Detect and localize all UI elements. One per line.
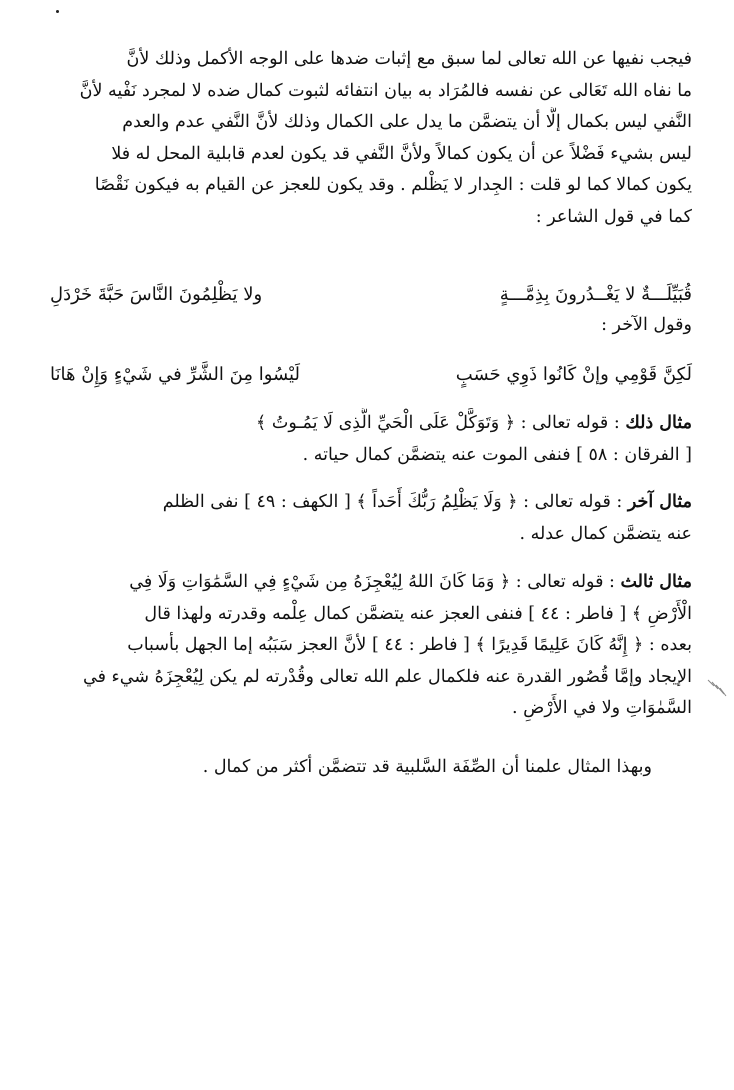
- text-line: النَّفي ليس بكمال إلَّا أن يتضمَّن ما يدل على الكمال وذلك لأنَّ النَّفي عدم والعدم: [122, 112, 692, 132]
- verse-hemistich-left: لَيْسُوا مِنَ الشَّرِّ في شَيْءٍ وَإِنْ هَانَا: [50, 364, 300, 385]
- example-label: مثال ثالث: [620, 572, 692, 592]
- example-text: : قوله تعالى : ﴿ وَلَا يَظْلِمُ رَبُّكَ أَحَداً ﴾ [ الكهف : ٤٩ ] نفى الظلم: [162, 492, 628, 512]
- margin-scratch-mark: [706, 678, 728, 698]
- paragraph-intro: [50, 44, 692, 233]
- text-line: الإيجاد وإمَّا قُصُور القدرة عنه فلكمال علم الله تعالى وقُدْرته لم يكن لِيُعْجِزَهُ شيء في: [83, 666, 692, 687]
- example-text: : قوله تعالى : ﴿ وَتَوَكَّلْ عَلَى الْحَيِّ الَّذِى لَا يَمُـوتُ ﴾: [256, 413, 626, 433]
- example-2: [50, 487, 692, 550]
- text-line: وبهذا المثال علمنا أن الصِّفَة السَّلبية قد تتضمَّن أكثر من كمال .: [202, 757, 652, 777]
- text-line: بعده : ﴿ إِنَّهُ كَانَ عَلِيمًا قَدِيرًا ﴾ [ فاطر : ٤٤ ] لأنَّ العجز سَبَبُه إما الجهل بأسباب: [127, 635, 692, 655]
- verse-hemistich-right: قُبَيِّلَـــةٌ لا يَغْــدُرونَ بِذِمَّـــةٍ: [499, 284, 692, 305]
- text-line: عنه يتضمَّن كمال عدله .: [519, 523, 692, 544]
- text-line: وقول الآخر :: [601, 315, 692, 335]
- example-1: [50, 408, 692, 471]
- text-line: [ الفرقان : ٥٨ ] فنفى الموت عنه يتضمَّن كمال حياته .: [302, 444, 692, 465]
- text-line: ما نفاه الله تَعَالى عن نفسه فالمُرَاد به بيان انتفائه لثبوت كمال ضده لا لمجرد نَفْيه لأنَّ: [79, 80, 692, 101]
- text-line: ليس بشيء فَضْلاً عن أن يكون كمالاً ولأنَّ النَّفي قد يكون لعدم قابلية المحل له فلا: [111, 143, 692, 164]
- verse-hemistich-right: لَكِنَّ قَوْمِي وإنْ كَانُوا ذَوِي حَسَبٍ: [455, 364, 692, 385]
- example-text: : قوله تعالى : ﴿ وَمَا كَانَ اللهُ لِيُعْجِزَهُ مِن شَيْءٍ فِي السَّمَٰوَاتِ وَلَا فِي: [129, 572, 621, 592]
- poem-verse-1: [50, 280, 692, 310]
- text-line: فيجب نفيها عن الله تعالى لما سبق مع إثبات ضدها على الوجه الأكمل وذلك لأنَّ: [126, 49, 692, 69]
- text-line: [50, 487, 692, 519]
- text-line: [50, 408, 692, 440]
- example-label: مثال ذلك: [625, 413, 692, 433]
- text-line: الْأَرْضِ ﴾ [ فاطر : ٤٤ ] فنفى العجز عنه يتضمَّن كمال عِلْمه وقدرته ولهذا قال: [144, 603, 692, 624]
- text-line: كما في قول الشاعر :: [535, 206, 692, 227]
- poem-verse-2: [50, 360, 692, 390]
- example-label: مثال آخر: [627, 492, 692, 512]
- text-line: يكون كمالا كما لو قلت : الجِدار لا يَظْلم . وقد يكون للعجز عن القيام به فيكون نَقْصًا: [94, 175, 692, 195]
- page-speck: [56, 10, 59, 13]
- text-line: السَّمٰوَاتِ ولا في الأَرْضِ .: [512, 698, 692, 718]
- text-line: [50, 567, 692, 599]
- verse-2-intro: [50, 310, 692, 342]
- example-3: [50, 567, 692, 725]
- conclusion: [50, 752, 692, 784]
- verse-hemistich-left: ولا يَظْلِمُونَ النَّاسَ حَبَّةَ خَرْدَلِ: [50, 284, 263, 305]
